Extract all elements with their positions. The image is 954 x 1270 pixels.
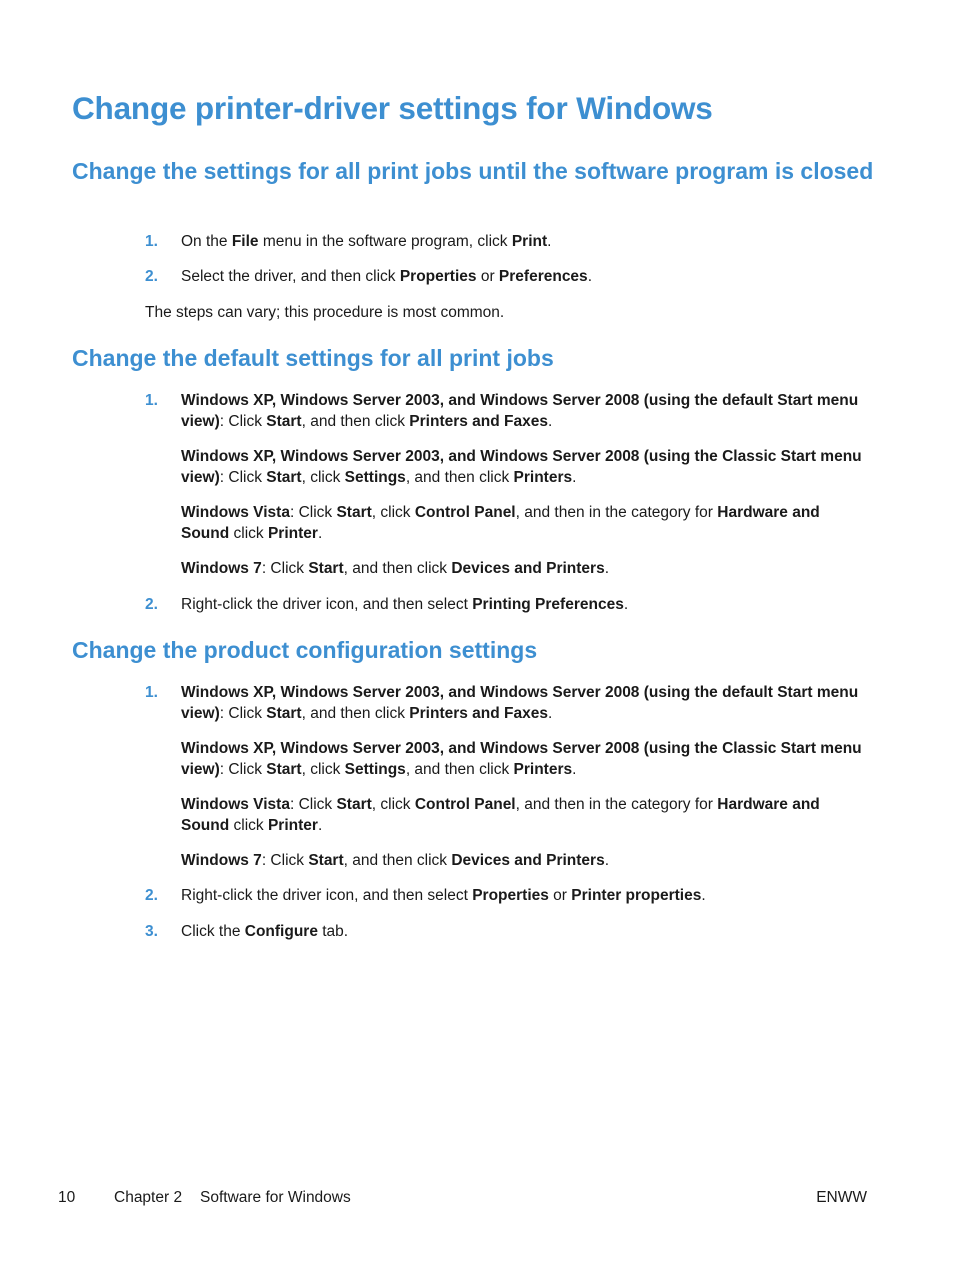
section-heading-product-configuration: Change the product configuration settings: [72, 637, 538, 663]
step-number: 1.: [145, 684, 158, 701]
footer-page-number: 10: [58, 1189, 76, 1206]
step-number: 1.: [145, 233, 158, 250]
s3-step-1-xp-classic: Windows XP, Windows Server 2003, and Windows Server 2008 (using the Classic Start menu view): Click Start, click Settings, and then click Printers.: [181, 740, 862, 778]
step-number: 3.: [145, 923, 158, 940]
s2-step-1-win7: Windows 7: Click Start, and then click Devices and Printers.: [181, 560, 610, 577]
s1-note: The steps can vary; this procedure is most common.: [145, 304, 505, 321]
s3-step-1-win7: Windows 7: Click Start, and then click Devices and Printers.: [181, 852, 610, 869]
step-text: Right-click the driver icon, and then select Properties or Printer properties.: [181, 887, 706, 904]
s3-step-1-xp-default: Windows XP, Windows Server 2003, and Windows Server 2008 (using the default Start menu view): Click Start, and then click Printers and Faxes.: [181, 684, 859, 722]
step-number: 2.: [145, 596, 158, 613]
page-title: Change printer-driver settings for Windows: [72, 90, 713, 126]
step-number: 2.: [145, 268, 158, 285]
section-heading-default-settings: Change the default settings for all print jobs: [72, 345, 554, 371]
step-number: 1.: [145, 392, 158, 409]
step-text: On the File menu in the software program, click Print.: [181, 233, 552, 250]
s3-step-1-vista: Windows Vista: Click Start, click Control Panel, and then in the category for Hardware and Sound click Printer.: [181, 796, 820, 834]
step-number: 2.: [145, 887, 158, 904]
s2-step-1-xp-classic: Windows XP, Windows Server 2003, and Windows Server 2008 (using the Classic Start menu view): Click Start, click Settings, and then click Printers.: [181, 448, 862, 486]
footer-section: Software for Windows: [200, 1189, 351, 1206]
s2-step-1-xp-default: Windows XP, Windows Server 2003, and Windows Server 2008 (using the default Start menu view): Click Start, and then click Printers and Faxes.: [181, 392, 859, 430]
step-text: Click the Configure tab.: [181, 923, 349, 940]
step-text: Right-click the driver icon, and then select Printing Preferences.: [181, 596, 629, 613]
section-heading-session-settings: Change the settings for all print jobs until the software program is closed: [72, 158, 874, 184]
s2-step-1-vista: Windows Vista: Click Start, click Control Panel, and then in the category for Hardware and Sound click Printer.: [181, 504, 820, 542]
footer-chapter: Chapter 2: [114, 1189, 183, 1206]
step-text: Select the driver, and then click Properties or Preferences.: [181, 268, 592, 285]
footer-code: ENWW: [816, 1189, 867, 1206]
